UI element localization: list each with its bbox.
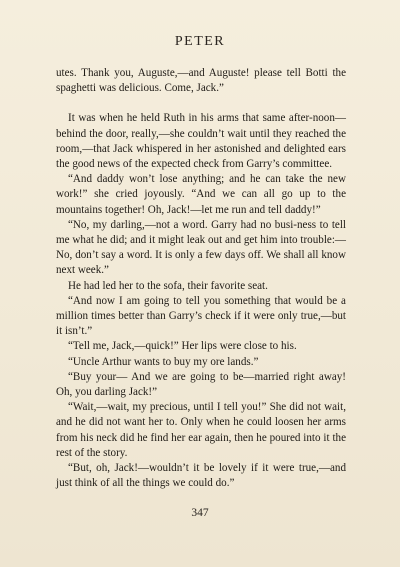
paragraph: “Wait,—wait, my precious, until I tell you!” She did not wait, and he did not want her to. Only when he could loosen her arms from his neck did he find her ear again, then he poured into it the rest of the story.	[56, 401, 346, 459]
paragraph-continued: utes. Thank you, Auguste,—and Auguste! please tell Botti the spaghetti was delicious. Come, Jack.”	[56, 67, 346, 95]
page-number: 347	[191, 507, 209, 519]
paragraph: It was when he held Ruth in his arms that same after-noon—behind the door, really,—she couldn’t wait until they reached the room,—that Jack whispered in her astonished and delighted ears the good news of the expected check from Garry’s committee.	[56, 112, 346, 171]
body-text	[56, 66, 346, 491]
paragraph: “Tell me, Jack,—quick!” Her lips were close to his.	[68, 340, 297, 353]
paragraph: “Buy your— And we are going to be—married right away! Oh, you darling Jack!”	[56, 370, 346, 399]
paragraph: “No, my darling,—not a word. Garry had no busi-ness to tell me what he did; and it might leak out and get him into trouble:— No, don’t say a word. It is only a few days off. We shall all know next week.”	[56, 218, 346, 277]
paragraph: “And daddy won’t lose anything; and he can take the new work!” she cried joyously. “And we can all go up to the mountains together! Oh, Jack!—let me run and tell daddy!”	[56, 173, 346, 216]
paragraph: “But, oh, Jack!—wouldn’t it be lovely if it were true,—and just think of all the things we could do.”	[56, 462, 346, 490]
paragraph: “Uncle Arthur wants to buy my ore lands.”	[68, 355, 259, 368]
running-head: PETER	[174, 34, 226, 49]
paragraph: He had led her to the sofa, their favorite seat.	[68, 279, 268, 292]
paragraph: “And now I am going to tell you something that would be a million times better than Garry’s check if it were only true,—but it isn’t.”	[56, 294, 346, 338]
